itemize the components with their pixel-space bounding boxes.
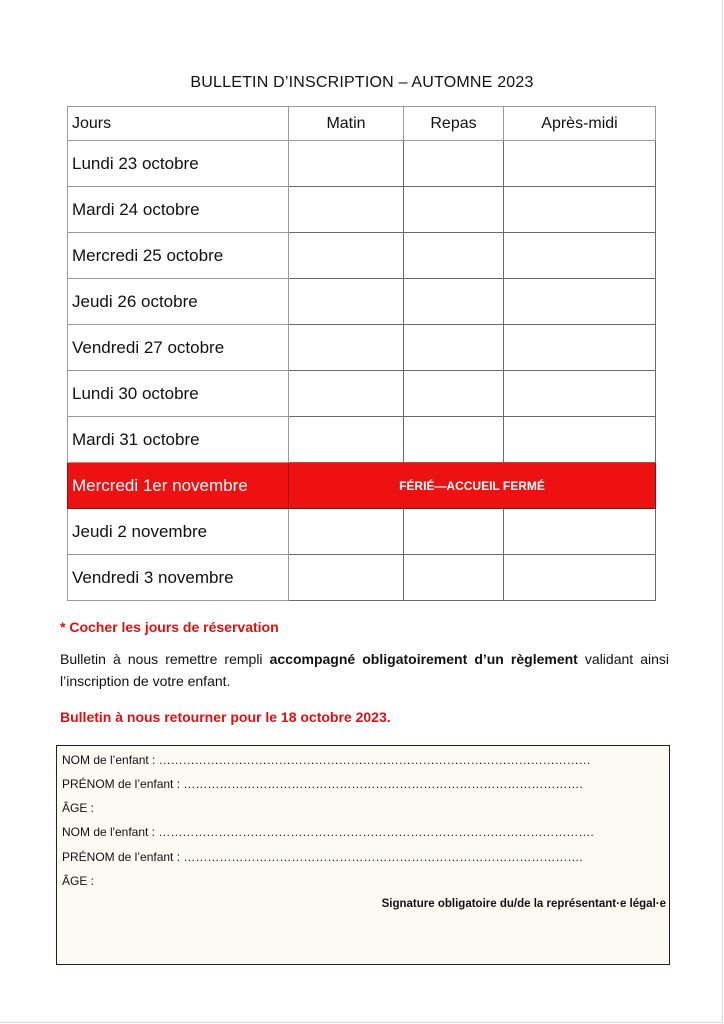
checkbox-repas[interactable]	[404, 233, 504, 279]
checkbox-apres-midi[interactable]	[504, 509, 656, 555]
table-row	[68, 141, 656, 187]
checkbox-matin[interactable]	[289, 555, 404, 601]
checkbox-apres-midi[interactable]	[504, 371, 656, 417]
instructions-bold-text: accompagné obligatoirement d’un règlement	[269, 651, 578, 667]
column-header-matin: Matin	[289, 107, 404, 141]
checkbox-matin[interactable]	[289, 371, 404, 417]
checkbox-matin[interactable]	[289, 509, 404, 555]
child-name-field[interactable]: NOM de l’enfant : ………………………………………………………………………………………………	[62, 753, 591, 767]
child-age-field[interactable]: ÂGE :	[62, 801, 95, 815]
table-row	[68, 371, 656, 417]
child-name-field[interactable]: NOM de l'enfant : ……………………………………………………………………………………………….	[62, 825, 594, 839]
checkbox-apres-midi[interactable]	[504, 233, 656, 279]
day-label: Mardi 31 octobre	[68, 417, 289, 463]
table-row	[68, 325, 656, 371]
day-label: Lundi 23 octobre	[68, 141, 289, 187]
checkbox-apres-midi[interactable]	[504, 325, 656, 371]
checkbox-matin[interactable]	[289, 233, 404, 279]
instructions-paragraph	[60, 648, 669, 692]
child-firstname-field[interactable]: PRÉNOM de l’enfant : ……………………………………………………………………………………….	[62, 850, 583, 864]
day-label: Vendredi 27 octobre	[68, 325, 289, 371]
table-row	[68, 187, 656, 233]
checkbox-apres-midi[interactable]	[504, 417, 656, 463]
day-label: Jeudi 2 novembre	[68, 509, 289, 555]
instructions-text-1: Bulletin à nous remettre rempli	[60, 651, 270, 667]
child-age-field[interactable]: ÂGE :	[62, 874, 95, 888]
day-label: Mercredi 1er novembre	[68, 463, 289, 509]
child-info-form	[56, 745, 670, 965]
day-label: Mardi 24 octobre	[68, 187, 289, 233]
day-label: Mercredi 25 octobre	[68, 233, 289, 279]
checkbox-matin[interactable]	[289, 417, 404, 463]
day-label: Jeudi 26 octobre	[68, 279, 289, 325]
table-row	[68, 555, 656, 601]
table-row	[68, 279, 656, 325]
checkbox-apres-midi[interactable]	[504, 187, 656, 233]
day-label: Vendredi 3 novembre	[68, 555, 289, 601]
checkbox-repas[interactable]	[404, 509, 504, 555]
instructions-text-2: validant ainsi l’inscription de votre enfant.	[60, 651, 670, 689]
table-row	[68, 233, 656, 279]
table-row	[68, 417, 656, 463]
child-firstname-field[interactable]: PRÉNOM de l’enfant : ……………………………………………………………………………………….	[62, 777, 583, 791]
checkbox-matin[interactable]	[289, 325, 404, 371]
deadline-note: Bulletin à nous retourner pour le 18 octobre 2023.	[60, 709, 391, 725]
checkbox-apres-midi[interactable]	[504, 141, 656, 187]
column-header-jours: Jours	[68, 107, 289, 141]
signature-label: Signature obligatoire du/de la représentant·e légal·e	[381, 898, 666, 910]
checkbox-repas[interactable]	[404, 417, 504, 463]
table-row	[68, 509, 656, 555]
checkbox-matin[interactable]	[289, 187, 404, 233]
checkbox-repas[interactable]	[404, 279, 504, 325]
column-header-apres-midi: Après-midi	[504, 107, 656, 141]
checkbox-matin[interactable]	[289, 141, 404, 187]
table-header-row	[68, 107, 656, 141]
reservation-table	[67, 106, 656, 601]
column-header-repas: Repas	[404, 107, 504, 141]
checkbox-apres-midi[interactable]	[504, 555, 656, 601]
holiday-row	[68, 463, 656, 509]
checkbox-repas[interactable]	[404, 325, 504, 371]
closed-banner: FÉRIÉ—ACCUEIL FERMÉ	[289, 463, 656, 509]
checkbox-repas[interactable]	[404, 187, 504, 233]
page-title: BULLETIN D’INSCRIPTION – AUTOMNE 2023	[190, 74, 534, 91]
checkbox-matin[interactable]	[289, 279, 404, 325]
checkbox-repas[interactable]	[404, 141, 504, 187]
checkbox-repas[interactable]	[404, 555, 504, 601]
checkbox-apres-midi[interactable]	[504, 279, 656, 325]
reservation-note: * Cocher les jours de réservation	[60, 619, 279, 635]
day-label: Lundi 30 octobre	[68, 371, 289, 417]
checkbox-repas[interactable]	[404, 371, 504, 417]
